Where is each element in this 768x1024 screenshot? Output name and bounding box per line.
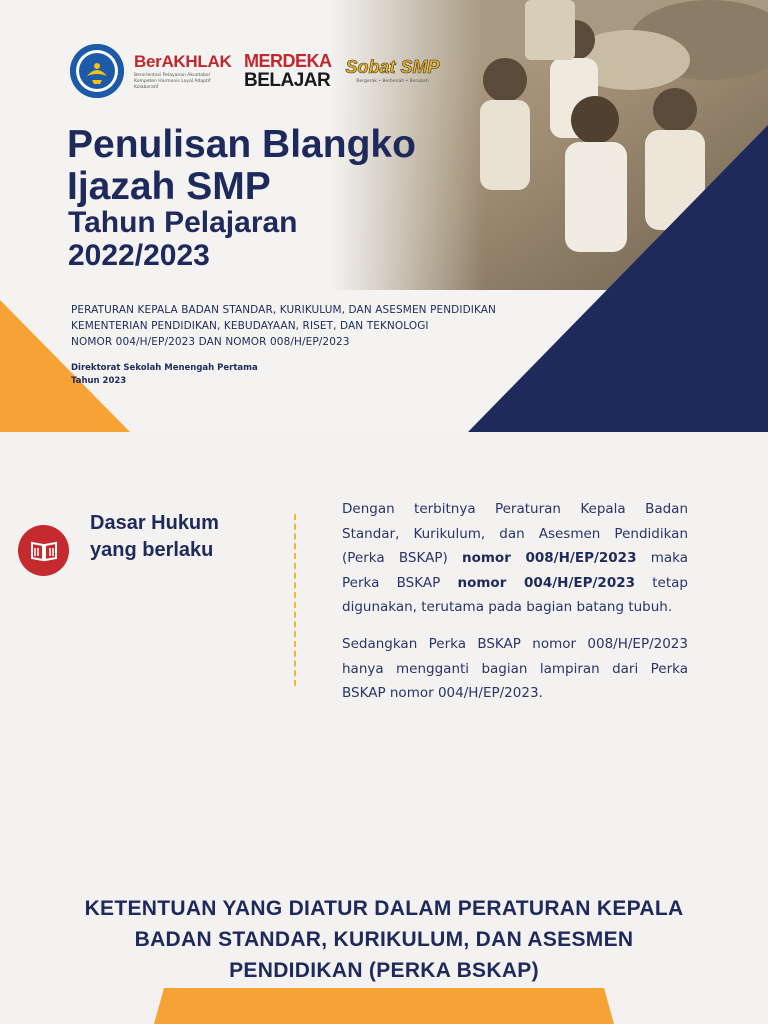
sobat-smp-name: Sobat SMP: [345, 56, 440, 77]
sobat-smp-logo: [345, 56, 440, 84]
regulation-line-1: PERATURAN KEPALA BADAN STANDAR, KURIKULUM, DAN ASESMEN PENDIDIKAN: [71, 304, 496, 316]
paragraph-2: Sedangkan Perka BSKAP nomor 008/H/EP/2023 hanya mengganti bagian lampiran dari Perka BSKAP nomor 004/H/EP/2023.: [342, 635, 688, 702]
regulation-text: [71, 302, 496, 350]
logo-bar: [70, 44, 440, 98]
tut-wuri-handayani-emblem: [70, 44, 124, 98]
directorate-block: [71, 362, 258, 388]
berakhlak-tagline: Berorientasi Pelayanan Akuntabel Kompeten Harmonis Loyal Adaptif Kolaboratif: [134, 72, 211, 90]
p1-text-a: Dengan terbitnya Peraturan Kepala Badan Standar, Kurikulum, dan Asesmen Pendidikan (Perka BSKAP): [342, 501, 688, 567]
p1-text-c: tetap digunakan, terutama pada bagian batang tubuh.: [342, 574, 688, 616]
merdeka-belajar-logo: [244, 52, 332, 90]
dasar-hukum-line-2: yang berlaku: [90, 539, 214, 561]
berakhlak-logo: [134, 52, 234, 91]
dasar-hukum-line-1: Dasar Hukum: [90, 512, 219, 534]
merdeka-text: MERDEKA: [244, 51, 332, 71]
paragraph-1: [342, 497, 688, 620]
open-book-icon: [18, 525, 69, 576]
regulation-line-3: NOMOR 004/H/EP/2023 DAN NOMOR 008/H/EP/2023: [71, 336, 350, 348]
sobat-smp-tagline: Bergerak • Berbenah • Berubah: [356, 78, 429, 84]
page-subtitle: [68, 206, 408, 272]
dashed-divider: [294, 514, 296, 686]
dasar-hukum-body: [342, 497, 688, 718]
ketentuan-heading: KETENTUAN YANG DIATUR DALAM PERATURAN KEPALA BADAN STANDAR, KURIKULUM, DAN ASESMEN PENDIDIKAN (PERKA BSKAP): [84, 897, 684, 982]
publication-year: Tahun 2023: [71, 376, 127, 386]
title-line-1: Penulisan Blangko: [67, 123, 416, 166]
belajar-text: BELAJAR: [244, 70, 331, 91]
directorate-name: Direktorat Sekolah Menengah Pertama: [71, 363, 258, 373]
berakhlak-name: BerAKHLAK: [134, 51, 232, 71]
regulation-line-2: KEMENTERIAN PENDIDIKAN, KEBUDAYAAN, RISET, DAN TEKNOLOGI: [71, 320, 429, 332]
dasar-hukum-heading: [90, 510, 219, 564]
subtitle-line-2: 2022/2023: [68, 239, 210, 272]
p1-text-b: maka Perka BSKAP: [342, 550, 688, 591]
p1-bold-1: nomor 008/H/EP/2023: [461, 550, 637, 567]
orange-bar: [154, 988, 614, 1024]
subtitle-line-1: Tahun Pelajaran: [68, 206, 298, 239]
page-title: [67, 124, 507, 208]
title-line-2: Ijazah SMP: [67, 165, 271, 208]
p1-bold-2: nomor 004/H/EP/2023: [457, 574, 635, 591]
hero-section: [0, 0, 768, 432]
